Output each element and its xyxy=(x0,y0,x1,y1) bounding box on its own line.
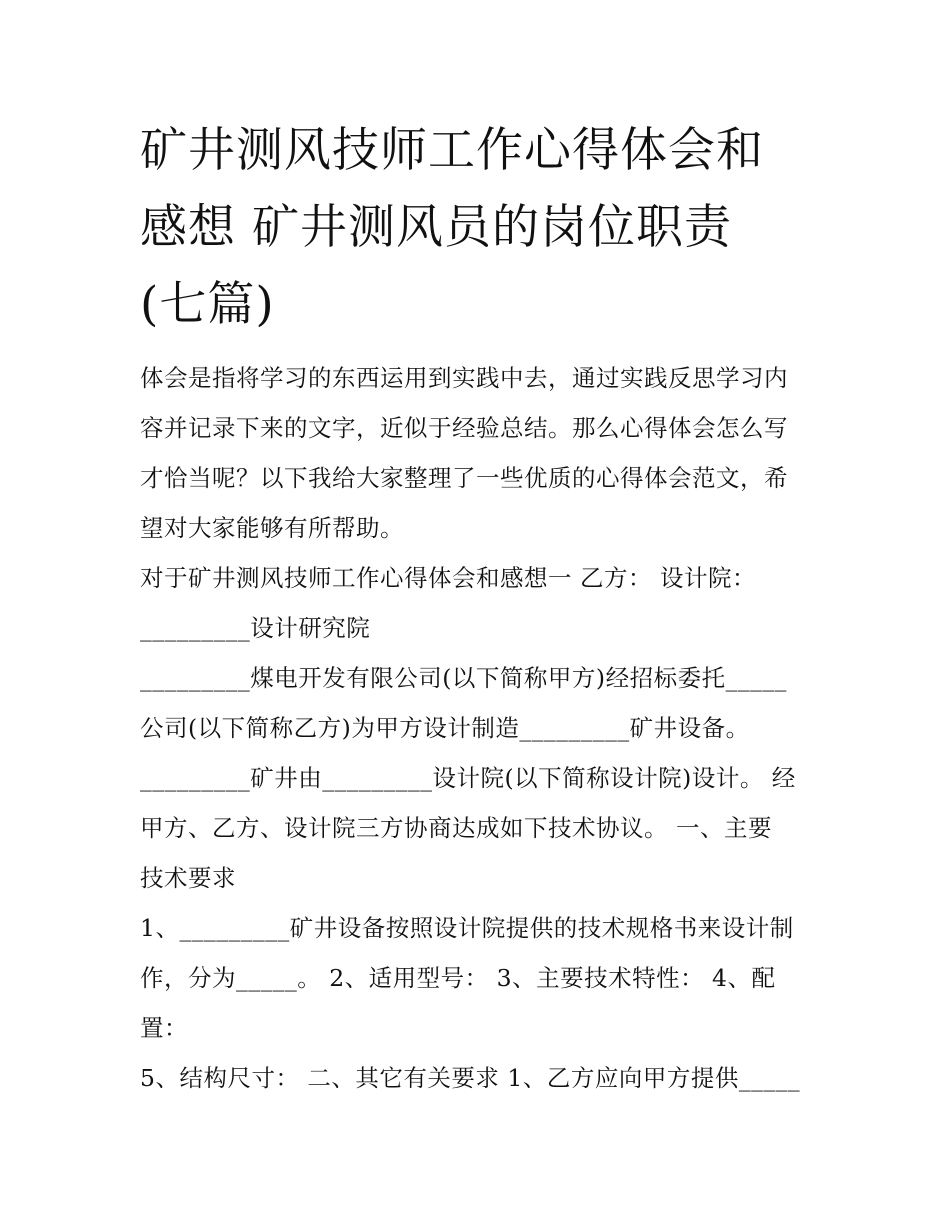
intro-line: 容并记录下来的文字，近似于经验总结。那么心得体会怎么写 xyxy=(140,414,788,442)
body-line: 公司(以下简称乙方)为甲方设计制造_________矿井设备。 xyxy=(140,714,750,742)
document-body xyxy=(140,353,815,1103)
title-line: 感想 矿井测风员的岗位职责 xyxy=(140,200,732,255)
intro-line: 才恰当呢？以下我给大家整理了一些优质的心得体会范文，希 xyxy=(140,464,788,492)
body-line: 作，分为_____。 2、适用型号： 3、主要技术特性： 4、配 xyxy=(140,964,776,992)
document-title xyxy=(140,112,815,343)
title-line: 矿井测风技师工作心得体会和 xyxy=(140,123,764,178)
body-line: 对于矿井测风技师工作心得体会和感想一 乙方： 设计院： xyxy=(140,564,756,592)
body-line: _________矿井由_________设计院(以下简称设计院)设计。 经 xyxy=(140,764,796,792)
body-line: 技术要求 xyxy=(140,864,236,892)
intro-line: 体会是指将学习的东西运用到实践中去，通过实践反思学习内 xyxy=(140,364,788,392)
body-line: 甲方、乙方、设计院三方协商达成如下技术协议。 一、主要 xyxy=(140,814,772,842)
body-line: _________煤电开发有限公司(以下简称甲方)经招标委托_____ xyxy=(140,664,787,692)
body-line: 5、结构尺寸： 二、其它有关要求 1、乙方应向甲方提供_____ xyxy=(140,1064,801,1092)
body-line: 置： xyxy=(140,1014,188,1042)
document-page xyxy=(140,112,815,1103)
body-line: 1、_________矿井设备按照设计院提供的技术规格书来设计制 xyxy=(140,914,794,942)
body-line: _________设计研究院 xyxy=(140,614,371,642)
title-line: (七篇) xyxy=(140,277,275,332)
intro-line: 望对大家能够有所帮助。 xyxy=(140,514,404,542)
